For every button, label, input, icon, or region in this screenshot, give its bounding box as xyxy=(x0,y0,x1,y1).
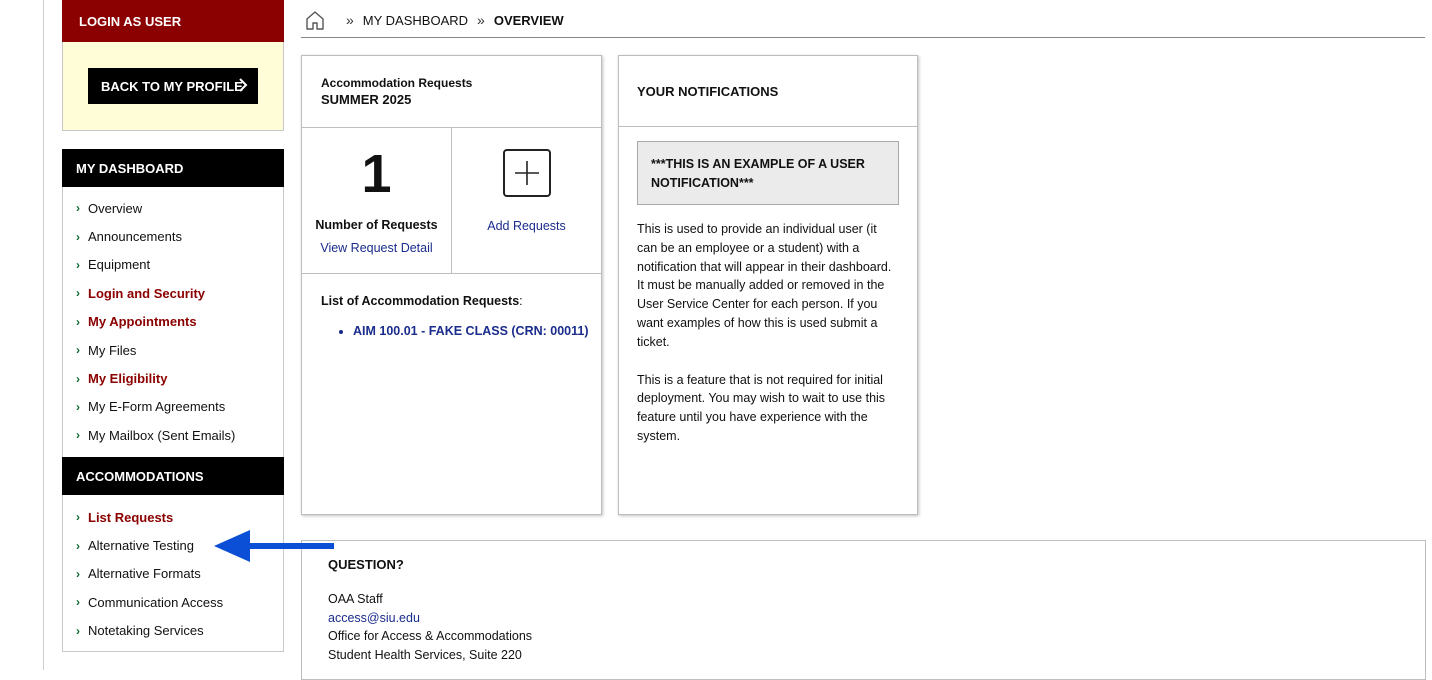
chevron-right-icon: › xyxy=(76,510,80,525)
sidebar-item-label: Equipment xyxy=(88,257,151,273)
contact-office: Office for Access & Accommodations xyxy=(328,629,533,644)
my-dashboard-header: MY DASHBOARD xyxy=(62,149,284,187)
request-list-colon: : xyxy=(519,294,523,308)
request-list-label-text: List of Accommodation Requests xyxy=(321,294,520,308)
sidebar-item-my-files[interactable] xyxy=(63,336,283,364)
notifications-title: YOUR NOTIFICATIONS xyxy=(619,56,917,127)
chevron-right-icon: › xyxy=(76,257,80,272)
accommodations-header: ACCOMMODATIONS xyxy=(62,457,284,495)
sidebar-item-announcements[interactable] xyxy=(63,222,283,250)
chevron-right-icon: › xyxy=(76,538,80,553)
chevron-right-icon xyxy=(238,77,248,98)
question-panel xyxy=(301,540,1426,680)
chevron-right-icon: › xyxy=(76,371,80,386)
notifications-card xyxy=(618,55,918,515)
add-requests-link[interactable]: Add Requests xyxy=(487,219,566,233)
add-requests-panel xyxy=(452,128,601,273)
sidebar-item-label: Overview xyxy=(88,200,143,216)
breadcrumb-my-dashboard[interactable]: MY DASHBOARD xyxy=(362,12,469,28)
notification-paragraph: This is a feature that is not required for initial deployment. You may wish to wait to use this feature until you have experience with the system. xyxy=(637,372,886,443)
accommodation-request-list xyxy=(302,274,601,340)
sidebar-item-label: Announcements xyxy=(88,229,182,245)
arrow-left-icon xyxy=(212,527,336,563)
home-icon[interactable] xyxy=(305,10,325,30)
contact-location: Student Health Services, Suite 220 xyxy=(328,648,522,663)
breadcrumb-divider xyxy=(301,37,1425,38)
dashboard-menu xyxy=(62,187,284,457)
accommodation-card-stats xyxy=(302,128,601,274)
sidebar-item-label: My Files xyxy=(88,342,137,358)
chevron-right-icon: › xyxy=(76,229,80,244)
list-item[interactable]: • AIM 100.01 - FAKE CLASS (CRN: 00011) xyxy=(353,322,601,340)
sidebar-item-label: Alternative Testing xyxy=(88,538,194,554)
sidebar-item-label: My E-Form Agreements xyxy=(88,399,226,415)
notification-body xyxy=(637,220,899,446)
breadcrumb-separator: » xyxy=(477,12,485,28)
sidebar-item-label: List Requests xyxy=(88,509,174,525)
sidebar-item-label: My Eligibility xyxy=(88,371,168,387)
back-to-my-profile-button[interactable] xyxy=(88,68,258,104)
login-as-user-header: LOGIN AS USER xyxy=(62,0,284,42)
breadcrumb xyxy=(305,9,564,31)
chevron-right-icon: › xyxy=(76,428,80,443)
request-list-label xyxy=(321,294,601,308)
sidebar-item-my-mailbox[interactable] xyxy=(63,421,283,449)
sidebar-item-overview[interactable] xyxy=(63,194,283,222)
sidebar-item-communication-access[interactable] xyxy=(63,588,283,616)
breadcrumb-separator: » xyxy=(346,12,354,28)
sidebar-item-label: My Mailbox (Sent Emails) xyxy=(88,427,236,443)
login-as-user-panel xyxy=(62,42,284,131)
breadcrumb-current-overview: OVERVIEW xyxy=(493,12,564,28)
chevron-right-icon: › xyxy=(76,566,80,581)
sidebar-item-alternative-formats[interactable] xyxy=(63,560,283,588)
accommodations-menu xyxy=(62,495,284,652)
request-count-label: Number of Requests xyxy=(315,218,438,232)
accommodation-requests-card xyxy=(301,55,602,515)
plus-icon[interactable] xyxy=(503,149,551,197)
back-to-my-profile-label: BACK TO MY PROFILE xyxy=(101,78,243,94)
sidebar-item-label: Notetaking Services xyxy=(88,623,204,639)
accommodation-card-term: SUMMER 2025 xyxy=(321,92,412,107)
sidebar-item-login-and-security[interactable] xyxy=(63,279,283,307)
chevron-right-icon: › xyxy=(76,314,80,329)
chevron-right-icon: › xyxy=(76,286,80,301)
sidebar-item-equipment[interactable] xyxy=(63,251,283,279)
request-count-panel xyxy=(302,128,452,273)
sidebar-item-my-e-form-agreements[interactable] xyxy=(63,393,283,421)
accommodation-card-header xyxy=(302,56,601,128)
view-request-detail-link[interactable]: View Request Detail xyxy=(320,241,433,255)
sidebar-item-my-eligibility[interactable] xyxy=(63,364,283,392)
sidebar-item-label: Login and Security xyxy=(88,285,206,301)
accommodation-card-title: Accommodation Requests xyxy=(321,76,473,90)
request-list xyxy=(321,322,601,340)
chevron-right-icon: › xyxy=(76,399,80,414)
sidebar-item-label: My Appointments xyxy=(88,314,197,330)
sidebar-item-label: Alternative Formats xyxy=(88,566,201,582)
contact-name: OAA Staff xyxy=(328,592,383,606)
sidebar-item-notetaking-services[interactable] xyxy=(63,617,283,645)
chevron-right-icon: › xyxy=(76,623,80,638)
contact-email-link[interactable]: access@siu.edu xyxy=(328,610,420,625)
chevron-right-icon: › xyxy=(76,343,80,358)
sidebar-item-label: Communication Access xyxy=(88,594,224,610)
notification-notice: ***THIS IS AN EXAMPLE OF A USER NOTIFICATION*** xyxy=(637,141,899,205)
chevron-right-icon: › xyxy=(76,595,80,610)
page-left-border xyxy=(43,0,44,670)
chevron-right-icon: › xyxy=(76,201,80,216)
question-title: QUESTION? xyxy=(328,557,404,572)
notification-paragraph: This is used to provide an individual user (it can be an employee or a student) with a notification that will appear in their dashboard. It must be manually added or removed in the User Service Center for each person. If you want examples of how this is used submit a ticket. xyxy=(637,222,892,349)
request-count: 1 xyxy=(361,144,392,204)
sidebar-item-my-appointments[interactable] xyxy=(63,308,283,336)
